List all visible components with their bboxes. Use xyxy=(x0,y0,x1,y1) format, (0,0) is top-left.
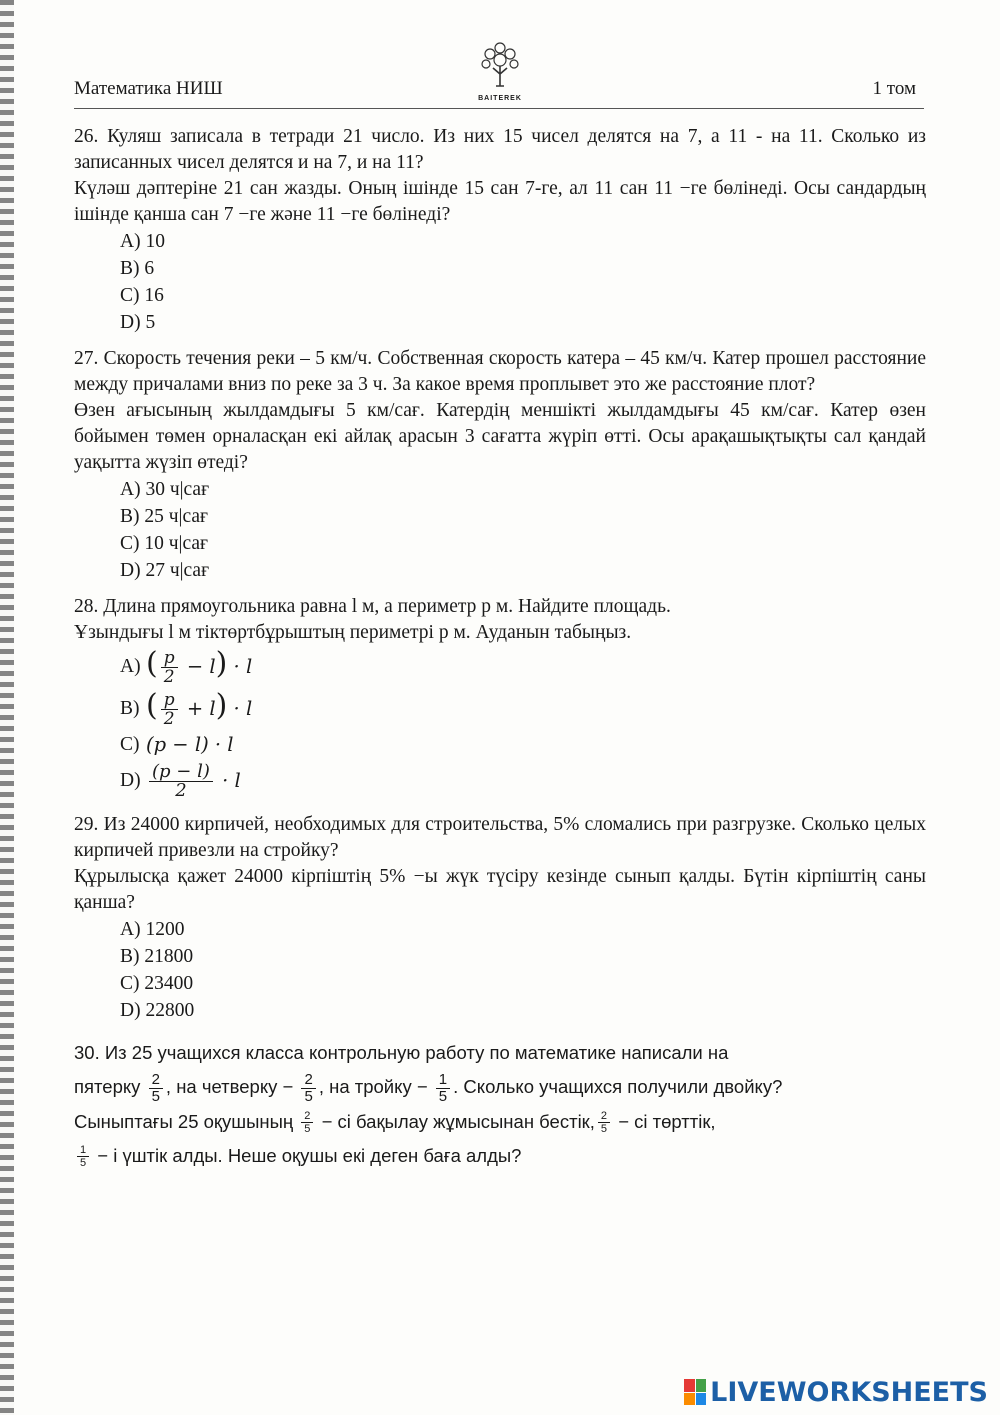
header-title: Математика НИШ xyxy=(74,78,223,99)
question-26-options xyxy=(120,228,926,336)
logo-text: BAITEREK xyxy=(478,95,522,102)
question-29-ru: 29. Из 24000 кирпичей, необходимых для строительства, 5% сломались при разгрузке. Сколько целых кирпичей привезли на стройку? xyxy=(74,814,926,861)
question-27 xyxy=(74,346,926,584)
question-29-kz: Құрылысқа қажет 24000 кірпіштің 5% −ы жүк түсіру кезінде сынып қалды. Бүтін кірпіштің саны қанша? xyxy=(74,866,926,913)
header-volume: 1 том xyxy=(872,78,916,99)
option-c[interactable] xyxy=(120,730,926,760)
question-30-line-2: пятерку $\frac{2}{5}$ , на четверку − $\frac{2}{5}$ , на тройку − $\frac{1}{5}$ . Сколько учащихся получили двойку? xyxy=(74,1070,783,1105)
option-a[interactable]: A) 30 ч|сағ xyxy=(120,479,210,500)
option-c[interactable]: C) 16 xyxy=(120,285,164,306)
question-28 xyxy=(74,594,926,802)
option-label: D) xyxy=(120,770,141,791)
question-27-options xyxy=(120,476,926,584)
option-d[interactable] xyxy=(120,760,926,802)
formula-c: (p − l) · l xyxy=(146,733,234,756)
question-27-ru: 27. Скорость течения реки – 5 км/ч. Собственная скорость катера – 45 км/ч. Катер прошел расстояние между причалами вниз по реке за 3 ч. За какое время проплывет это же расстояние плот? xyxy=(74,348,926,395)
option-label: B) xyxy=(120,698,140,719)
question-30-line-4: $\frac{1}{5}$ − і үштік алды. Неше оқушы екі деген баға алды? xyxy=(74,1139,926,1173)
option-d[interactable]: D) 27 ч|сағ xyxy=(120,560,210,581)
formula-d: $\frac{(p - l)}{2}$ · l xyxy=(146,763,241,800)
option-d[interactable]: D) 5 xyxy=(120,312,156,333)
formula-a: ( $\frac{p}{2}$ − l) · l xyxy=(146,645,253,687)
question-26-kz: Күләш дәптеріне 21 сан жазды. Оның ішінде 15 сан 7-ге, ал 11 сан 11 −ге бөлінеді. Осы сандардың ішінде қанша сан 7 −ге және 11 −ге бөлінеді? xyxy=(74,178,926,225)
question-30-line-1: 30. Из 25 учащихся класса контрольную работу по математике написали на xyxy=(74,1042,729,1063)
liveworksheets-logo-icon xyxy=(684,1379,706,1405)
option-d[interactable]: D) 22800 xyxy=(120,1000,195,1021)
option-b[interactable] xyxy=(120,688,926,730)
question-29-options xyxy=(120,916,926,1024)
binding-edge xyxy=(0,0,14,1415)
question-28-ru: 28. Длина прямоугольника равна l м, а периметр p м. Найдите площадь. xyxy=(74,596,671,617)
option-label: A) xyxy=(120,656,141,677)
option-label: C) xyxy=(120,734,140,755)
option-c[interactable]: C) 23400 xyxy=(120,973,194,994)
page-header xyxy=(74,78,916,108)
header-divider xyxy=(74,108,924,109)
question-29 xyxy=(74,812,926,1024)
question-28-kz: Ұзындығы l м тіктөртбұрыштың периметрі p м. Ауданын табыңыз. xyxy=(74,622,632,643)
question-30 xyxy=(74,1036,926,1173)
option-a[interactable]: A) 1200 xyxy=(120,919,185,940)
questions-content xyxy=(74,124,926,1183)
option-c[interactable]: C) 10 ч|сағ xyxy=(120,533,209,554)
option-b[interactable]: B) 6 xyxy=(120,258,155,279)
option-b[interactable]: B) 21800 xyxy=(120,946,194,967)
option-b[interactable]: B) 25 ч|сағ xyxy=(120,506,209,527)
option-a[interactable] xyxy=(120,646,926,688)
question-30-line-3: Сыныптағы 25 оқушының $\frac{2}{5}$ − сі бақылау жұмысынан бестік, $\frac{2}{5}$ − сі төрттік, xyxy=(74,1110,716,1136)
liveworksheets-text: LIVEWORKSHEETS xyxy=(710,1376,988,1408)
formula-b: ( $\frac{p}{2}$ + l) · l xyxy=(146,687,253,729)
question-26 xyxy=(74,124,926,336)
question-28-options xyxy=(120,646,926,802)
option-a[interactable]: A) 10 xyxy=(120,231,165,252)
liveworksheets-watermark xyxy=(684,1375,988,1409)
question-26-ru: 26. Куляш записала в тетради 21 число. Из них 15 чисел делятся на 7, а 11 - на 11. Сколько из записанных чисел делятся и на 7, и на 11? xyxy=(74,126,926,173)
question-27-kz: Өзен ағысының жылдамдығы 5 км/сағ. Катердің меншікті жылдамдығы 45 км/сағ. Катер өзен бойымен төмен орналасқан екі айлақ арасын 3 сағатта жүріп өтті. Осы арақашықтықты сал қандай уақытта жүзіп өтеді? xyxy=(74,400,926,473)
